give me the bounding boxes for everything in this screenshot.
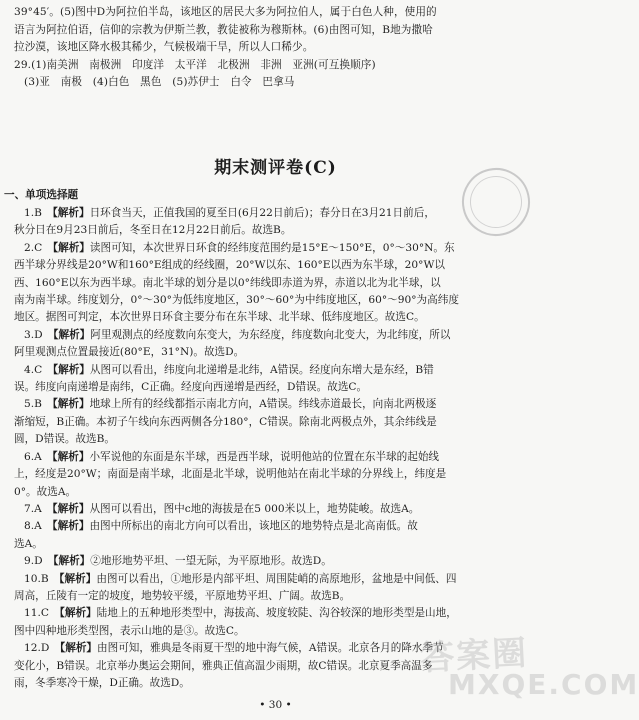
answer-text: 上，经度是20°W；南面是南半球，北面是北半球，说明他站在南北半球的分界线上，纬度是 <box>14 468 447 481</box>
answer-text: 陆地上的五种地形类型中，海拔高、坡度较陡、沟谷较深的地形类型是山地， <box>96 607 457 620</box>
answer-text: 0°。故选A。 <box>14 485 77 498</box>
page-title: 期末测评卷(C) <box>214 158 337 178</box>
answer-item <box>14 240 534 327</box>
answer-line <box>14 484 534 501</box>
answer-item <box>14 362 534 397</box>
answer-text: 渐缩短，B正确。本初子午线向东西两侧各分180°，C错误。除南北两极点外，其余纬线是 <box>14 415 437 428</box>
answer-number: 4.C <box>24 363 53 376</box>
answer-text: ②地形地势平坦、一望无际，为平原地形。故选D。 <box>90 555 332 568</box>
answer-text: 日环食当天，正值我国的夏至日(6月22日前后)；春分日在3月21日前后， <box>89 207 435 219</box>
answer-text: 西、160°E以东为西半球。南北半球的划分是以0°纬线即赤道为界，赤道以北为北半球，以 <box>14 276 441 289</box>
analysis-tag: 【解析】 <box>53 555 91 568</box>
section-heading: 一、单项选择题 <box>4 189 79 201</box>
text-line: 39°45′。(5)图中D为阿拉伯半岛，该地区的居民大多为阿拉伯人，属于白色人种，使用的 <box>14 6 437 18</box>
answer-text: 阿里观测点的经度数向东变大，为东经度，纬度数向北变大，为北纬度，所以 <box>90 328 451 341</box>
analysis-tag: 【解析】 <box>52 450 90 463</box>
answer-line <box>14 536 534 553</box>
answer-line <box>14 309 534 326</box>
analysis-tag: 【解析】 <box>59 642 98 655</box>
answer-text: 周高，丘陵有一定的坡度，地势较平缓，平原地势平坦、广阔。故选B。 <box>14 589 351 602</box>
answer-text: 由图中所标出的南北方向可以看出，该地区的地势特点是北高南低。故 <box>89 520 418 533</box>
analysis-tag: 【解析】 <box>59 572 97 585</box>
answer-list <box>14 205 534 692</box>
analysis-tag: 【解析】 <box>52 502 90 515</box>
analysis-tag: 【解析】 <box>52 241 90 254</box>
answer-line <box>14 240 534 257</box>
analysis-tag: 【解析】 <box>53 328 91 341</box>
watermark: 答案圈 <box>419 633 530 679</box>
answer-number: 9.D <box>24 555 54 568</box>
answer-text: 南为南半球。纬度划分，0°～30°为低纬度地区，30°～60°为中纬度地区，60°～90°为高纬度 <box>14 294 459 307</box>
page-number: • 30 • <box>259 699 292 711</box>
answer-item <box>14 396 534 448</box>
answer-number: 7.A <box>24 502 53 515</box>
answer-text: 误。纬度向南递增是南纬，C正确。经度向西递增是西经，D错误。故选C。 <box>14 381 368 394</box>
answer-line <box>14 588 534 605</box>
answer-line <box>14 396 534 413</box>
answer-line <box>14 362 534 379</box>
answer-text: 由图可知，雅典是冬雨夏干型的地中海气候，A错误。北京各月的降水季节 <box>97 642 444 655</box>
answer-line <box>14 414 534 431</box>
answer-line <box>14 257 534 274</box>
answer-number: 6.A <box>24 450 53 463</box>
answer-text: 西半球分界线是20°W和160°E组成的经线圈，20°W以东、160°E以西为东半球，20°W以 <box>14 259 445 272</box>
answer-text: 由图可以看出，①地形是内部平坦、周围陡峭的高原地形，盆地是中间低、四 <box>96 572 457 585</box>
answer-line <box>14 344 534 361</box>
answer-item <box>14 501 534 518</box>
answer-item <box>14 518 534 553</box>
answer-line <box>14 605 534 622</box>
answer-number: 11.C <box>24 607 60 620</box>
answer-line <box>14 205 534 222</box>
answer-text: 秋分日在9月23日前后，冬至日在12月22日前后。故选B。 <box>14 224 292 237</box>
answer-line <box>14 466 534 483</box>
answer-line <box>14 501 534 518</box>
answer-text: 小军说他的东面是东半球，西是西半球，说明他站的位置在东半球的起始线 <box>89 450 440 463</box>
analysis-tag: 【解析】 <box>52 520 90 533</box>
answer-item <box>14 327 534 362</box>
answer-item <box>14 571 534 606</box>
analysis-tag: 【解析】 <box>52 363 90 376</box>
answer-line <box>14 275 534 292</box>
answer-line <box>14 571 534 588</box>
answer-text: 变化小，B错误。北京举办奥运会期间，雅典正值高温少雨期，故C错误。北京夏季高温多 <box>14 659 433 672</box>
answer-item <box>14 449 534 501</box>
answer-item <box>14 205 534 240</box>
answer-line <box>14 379 534 396</box>
answer-line <box>14 222 534 239</box>
answer-text: 地区。据图可判定，本次世界日环食主要分布在东半球、北半球、低纬度地区。故选C。 <box>14 311 425 324</box>
answer-text: 雨，冬季寒冷干燥，D正确。故选D。 <box>14 676 190 689</box>
text-line: (3)亚 南极 (4)白色 黑色 (5)苏伊士 白令 巴拿马 <box>24 76 295 88</box>
answer-text: 选A。 <box>14 537 43 550</box>
analysis-tag: 【解析】 <box>52 207 90 219</box>
answer-text: 地球上所有的经线都指示南北方向，A错误。纬线赤道最长，向南北两极逐 <box>89 398 437 411</box>
answer-item <box>14 553 534 570</box>
answer-line <box>14 292 534 309</box>
previous-answers-block <box>14 4 534 92</box>
answer-text: 图中四种地形类型图，表示山地的是③。故选C。 <box>14 624 245 637</box>
answer-line <box>14 449 534 466</box>
answer-number: 3.D <box>24 328 54 341</box>
answer-number: 2.C <box>24 241 53 254</box>
answer-line <box>14 553 534 570</box>
answer-text: 从图可以看出，纬度向北递增是北纬，A错误。经度向东增大是东经，B错 <box>89 363 434 376</box>
answer-number: 10.B <box>24 572 60 585</box>
answer-text: 阿里观测点位置最接近(80°E，31°N)。故选D。 <box>14 346 245 359</box>
answer-number: 8.A <box>24 520 53 533</box>
answer-number: 1.B <box>24 207 53 219</box>
text-line: 拉沙漠，该地区降水极其稀少，气候极端干旱，所以人口稀少。 <box>14 41 314 53</box>
answer-text: 圆，D错误。故选B。 <box>14 433 116 446</box>
text-line: 语言为阿拉伯语，信仰的宗教为伊斯兰教，教徒被称为穆斯林。(6)由图可知，B地为撒哈 <box>14 23 433 36</box>
answer-number: 5.B <box>24 398 53 411</box>
watermark-url: MXQE.COM <box>448 668 639 701</box>
answer-line <box>14 327 534 344</box>
answer-text: 读图可知，本次世界日环食的经纬度范围约是15°E～150°E，0°～30°N。东 <box>89 241 455 254</box>
analysis-tag: 【解析】 <box>59 607 97 620</box>
analysis-tag: 【解析】 <box>52 398 90 411</box>
text-line: 29.(1)南美洲 南极洲 印度洋 太平洋 北极洲 非洲 亚洲(可互换顺序) <box>14 58 376 71</box>
answer-line <box>14 431 534 448</box>
answer-number: 12.D <box>24 642 60 655</box>
answer-line <box>14 518 534 535</box>
answer-text: 从图可以看出，图中c地的海拔是在5 000米以上，地势陡峻。故选A。 <box>89 502 420 515</box>
